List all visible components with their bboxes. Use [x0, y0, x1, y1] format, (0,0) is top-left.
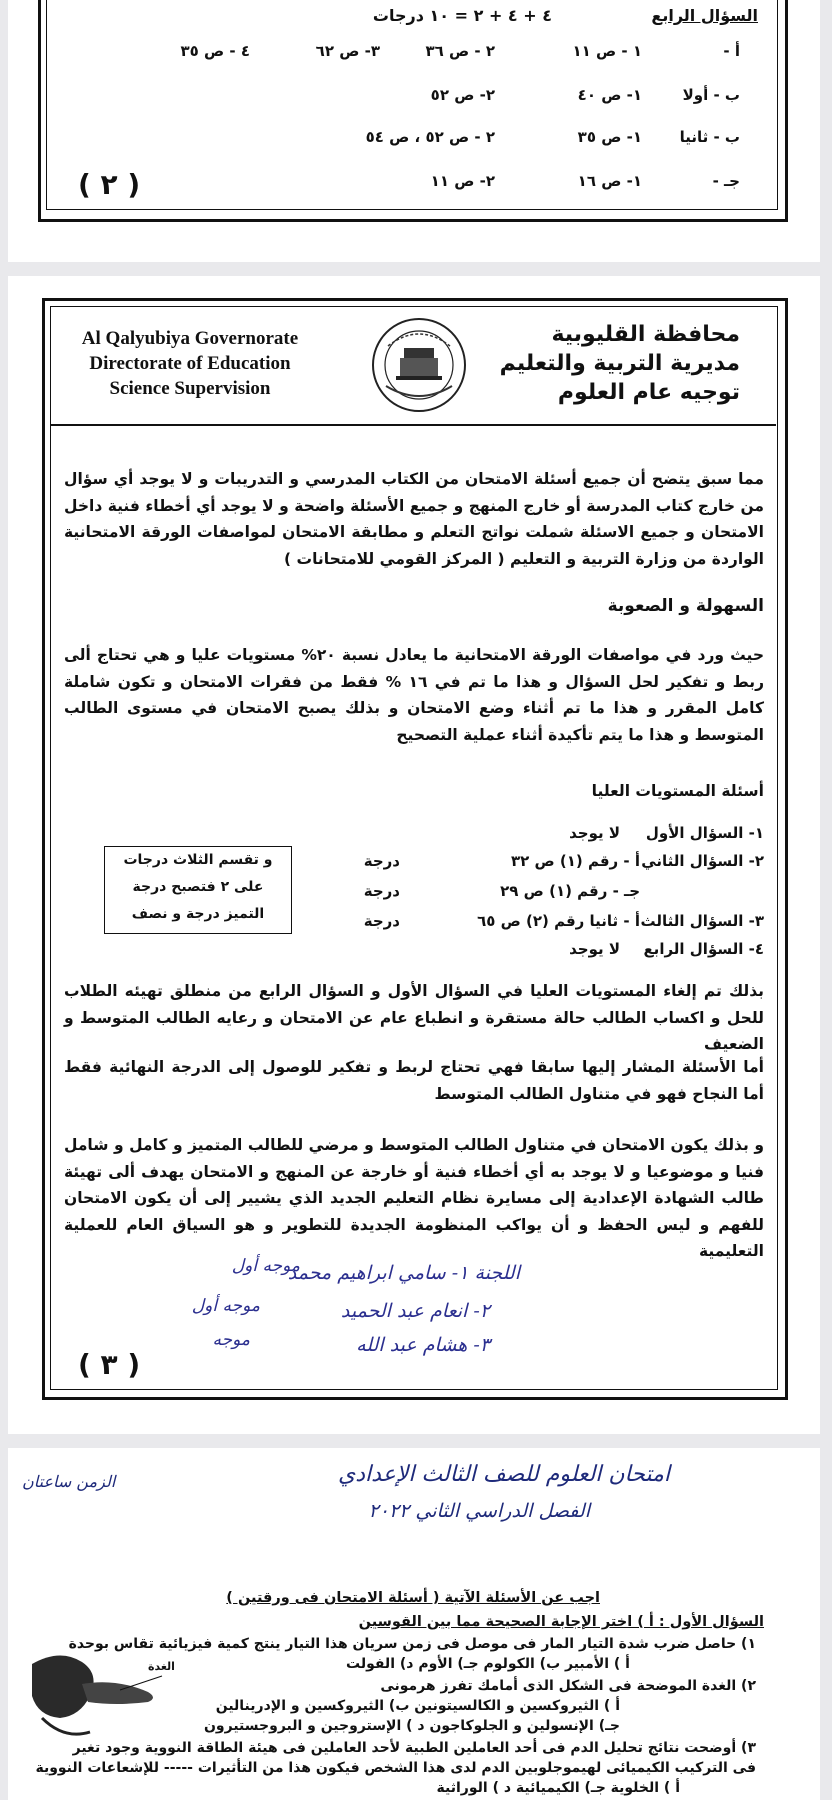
- level-grade: درجة: [363, 912, 400, 930]
- header-en-line: Al Qalyubiya Governorate: [81, 328, 299, 349]
- question-text: ٣) أوضحت نتائج تحليل الدم فى أحد العاملين الطبية لأحد العاملين فى هيئة الطاقة النووية وجود تغير: [72, 1740, 756, 1756]
- row-label: ب - ثانيا: [679, 128, 740, 146]
- question-text: ١) حاصل ضرب شدة التيار المار فى موصل فى زمن سريان هذا التيار ينتج كمية فيزيائية تقاس بوحدة: [68, 1636, 756, 1652]
- level-label: ١- السؤال الأول: [645, 824, 764, 842]
- box-line: التميز درجة و نصف: [131, 906, 265, 922]
- row-label: ب - أولا: [682, 86, 740, 104]
- signature-role: موجه: [212, 1330, 250, 1350]
- exam-time-handwritten: الزمن ساعتان: [22, 1472, 116, 1491]
- row-item: ١ - ص ١١: [572, 42, 642, 60]
- question-options: فى التركيب الكيميائى لهيموجلوبين الدم لدى هذا الشخص فيكون هذا من التأثيرات ----- للإشعاعات النووية: [35, 1760, 756, 1776]
- page-sheet-3: [8, 1448, 820, 1800]
- signature-line: اللجنة ١- سامي ابراهيم محمد: [287, 1262, 520, 1284]
- page-sheet-2: [8, 276, 820, 1434]
- pass-paragraph: أما الأسئلة المشار إليها سابقا فهي تحتاج لربط و تفكير للوصول إلى الدرجة النهائية فقط أما النجاح فهو في متناول الطالب المتوسط: [64, 1058, 764, 1103]
- level-grade: درجة: [363, 852, 400, 870]
- question-score: ٤ + ٤ + ٢ = ١٠ درجات: [372, 6, 552, 25]
- row-item: ٢- ص ٥٢: [430, 86, 495, 104]
- row-item: ٢ - ص ٣٦: [425, 42, 495, 60]
- education-logo: [370, 316, 468, 414]
- question-heading: السؤال الرابع: [651, 6, 758, 25]
- exam-title-handwritten: امتحان العلوم للصف الثالث الإعدادي: [337, 1462, 670, 1487]
- signature-line: ٣- هشام عبد الله: [356, 1334, 490, 1356]
- page-number: ( ٢ ): [78, 168, 141, 201]
- header-ar-line: مديرية التربية والتعليم: [499, 351, 740, 376]
- box-line: على ٢ فتصبح درجة: [132, 879, 264, 895]
- level-detail: لا يوجد: [569, 940, 620, 958]
- high-levels-title: أسئلة المستويات العليا: [591, 782, 764, 800]
- level-detail: جـ - رقم (١) ص ٢٩: [500, 882, 640, 900]
- level-label: ٤- السؤال الرابع: [643, 940, 764, 958]
- intro-paragraph: مما سبق يتضح أن جميع أسئلة الامتحان من الكتاب المدرسي و التدريبات و لا يوجد أي سؤال من خارج كتاب المدرسة أو خارج المنهج و جميع الأسئلة واضحة و لا يوجد أي أخطاء فنية داخل الامتحان و جميع الاسئلة شملت نواتج التعلم و مطابقة الامتحان لمواصفات الورقة الامتحانية الواردة من وزارة التربية و التعليم ( المركز القومي للامتحانات ): [64, 470, 764, 568]
- header-divider: [50, 424, 776, 426]
- page-frame-inner: [46, 0, 778, 210]
- row-label: جـ -: [712, 172, 740, 190]
- level-label: ٢- السؤال الثاني: [641, 852, 764, 870]
- row-item: ٣- ص ٦٢: [315, 42, 380, 60]
- row-item: ١- ص ١٦: [577, 172, 642, 190]
- header-arabic: [500, 320, 740, 407]
- summary-paragraph: و بذلك يكون الامتحان في متناول الطالب المتوسط و مرضي للطالب المتميز و كامل و شامل فنيا و موضوعيا و لا يوجد به أي أخطاء فنية أو خارجة عن المنهج و الامتحان يهدف ألى تهيئة طالب الشهادة الإعدادية إلى مسايرة نظام التعليم الجديد الذي يشيير إلى أن يكون الامتحان للفهم و ليس الحفظ و أن يواكب المنظومة الجديدة للتطوير و هو السياق العام للعملية التعليمية: [64, 1136, 764, 1260]
- row-item: ٢ - ص ٥٢ ، ص ٥٤: [365, 128, 495, 146]
- header-ar-line: محافظة القليوبية: [551, 322, 740, 347]
- question-text: ٢) الغدة الموضحة فى الشكل الذى أمامك تفرز هرمونى: [380, 1678, 756, 1694]
- signature-line: ٢- انعام عبد الحميد: [340, 1300, 490, 1322]
- row-item: ٢- ص ١١: [430, 172, 495, 190]
- level-label: ٣- السؤال الثالث: [640, 912, 764, 930]
- header-en-line: Science Supervision: [109, 378, 271, 399]
- row-item: ٤ - ص ٣٥: [180, 42, 250, 60]
- exam-instruction: اجب عن الأسئلة الآتية ( أسئلة الامتحان فى ورقتين ): [226, 1590, 600, 1606]
- box-line: و تقسم الثلاث درجات: [123, 852, 273, 868]
- section-title: السهولة و الصعوبة: [607, 596, 764, 616]
- question-options: أ ) الثيروكسين و الكالسيتونين ب) الثيروكسين و الإدرينالين: [215, 1698, 620, 1714]
- header-ar-line: توجيه عام العلوم: [557, 380, 740, 405]
- row-item: ١- ص ٤٠: [577, 86, 642, 104]
- page-sheet-1: [8, 0, 820, 262]
- question-one-title: السؤال الأول : أ ) اختر الإجابة الصحيحة مما بين القوسين: [358, 1614, 764, 1630]
- level-detail: أ - ثانيا رقم (٢) ص ٦٥: [477, 912, 640, 930]
- signature-role: موجه أول: [191, 1296, 260, 1316]
- exam-term-handwritten: الفصل الدراسي الثاني ٢٠٢٢: [368, 1500, 590, 1522]
- conclusion-paragraph: بذلك تم إلغاء المستويات العليا في السؤال الأول و السؤال الرابع من منطلق تهيئه الطلاب للحل و اكساب الطالب حالة مستقرة و انطباع عام عن الامتحان و رعايه الطالب المتوسط و الضعيف: [64, 982, 764, 1053]
- difficulty-paragraph: حيث ورد في مواصفات الورقة الامتحانية ما يعادل نسبة ٢٠% مستويات عليا و هي تحتاج ألى ربط و تفكير لحل السؤال و هذا ما تم في ١٦ % فقط من فقرات الامتحان و تكون شاملة كامل المقرر و هذا ما تم أثناء وضع الامتحان و بذلك يصبح الامتحان في مستوى الطالب المتوسط و هذا ما يتم تأكيدة أثناء عملية التصحيح: [64, 646, 764, 744]
- header-english: [60, 326, 320, 401]
- grading-note-box: [104, 846, 292, 934]
- level-detail: أ - رقم (١) ص ٣٢: [510, 852, 640, 870]
- row-item: ١- ص ٣٥: [577, 128, 642, 146]
- page-number: ( ٣ ): [78, 1348, 141, 1381]
- figure-label: الغدة: [148, 1660, 175, 1673]
- level-detail: لا يوجد: [569, 824, 620, 842]
- question-options: أ ) الخلوية جـ) الكيميائية د ) الوراثية: [436, 1780, 680, 1796]
- signature-role: موجه أول: [231, 1256, 300, 1276]
- question-options: جـ) الإنسولين و الجلوكاجون د ) الإستروجين و البروجستيرون: [203, 1718, 620, 1734]
- header-en-line: Directorate of Education: [89, 353, 291, 374]
- question-options: أ ) الأمبير ب) الكولوم جـ) الأوم د) الفولت: [346, 1656, 630, 1672]
- level-grade: درجة: [363, 882, 400, 900]
- row-label: أ -: [723, 42, 740, 60]
